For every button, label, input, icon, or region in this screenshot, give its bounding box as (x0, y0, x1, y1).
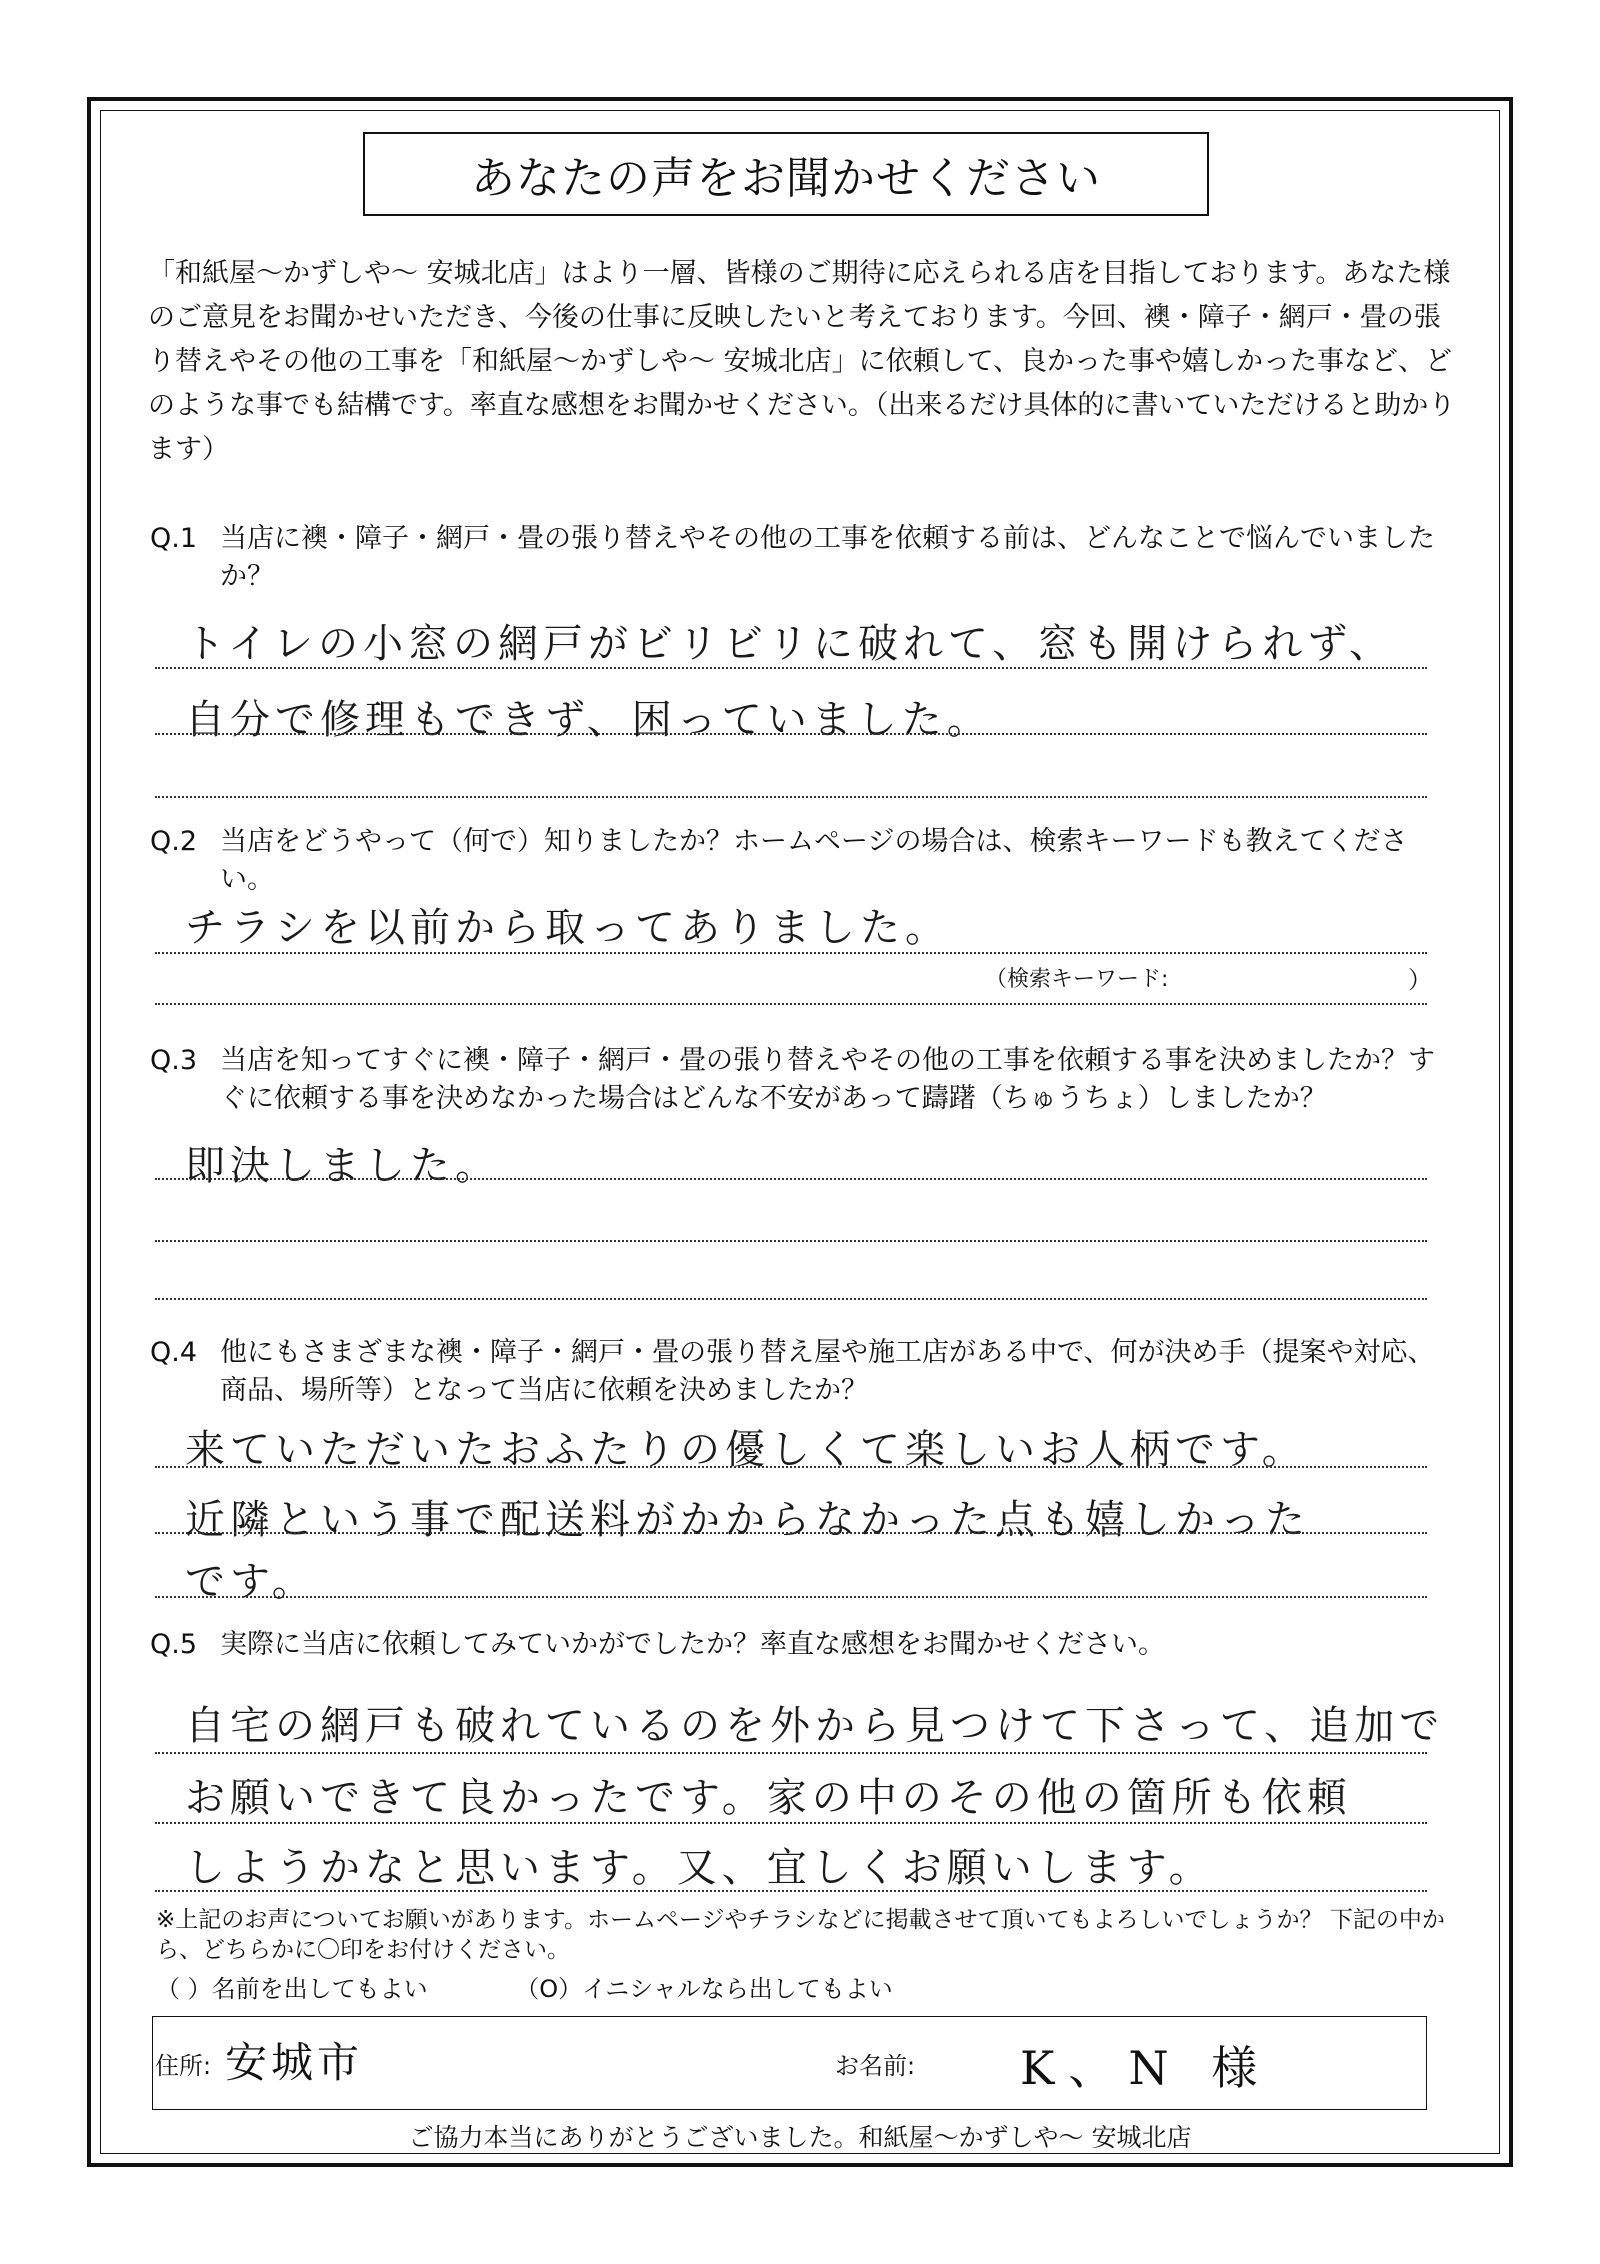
answer-line: です。 (185, 1559, 317, 1605)
dotted-line (155, 1466, 1427, 1468)
permission-note: ※上記のお声についてお願いがあります。ホームページやチラシなどに掲載させて頂いてもよろしいでしょうか？ 下記の中から、どちらかに〇印をお付けください。 (156, 1907, 1445, 1963)
intro-text: 「和紙屋〜かずしや〜 安城北店」はより一層、皆様のご期待に応えられる店を目指しております。あなた様のご意見をお聞かせいただき、今後の仕事に反映したいと考えております。今回、襖・障子・網戸・畳の張り替えやその他の工事を「和紙屋〜かずしや〜 安城北店」に依頼して、良かった事や嬉しかった事など、どのような事でも結構です。率直な感想をお聞かせください。（出来るだけ具体的に書いていただけると助かります） (148, 258, 1456, 465)
dotted-line (155, 1822, 1427, 1824)
dotted-line (155, 1298, 1427, 1300)
question-5 (150, 1626, 1446, 1664)
name-value: K、N 様 (1020, 2041, 1272, 2095)
question-text: 他にもさまざまな襖・障子・網戸・畳の張り替え屋や施工店がある中で、何が決め手（提案や対応、商品、場所等）となって当店に依頼を決めましたか？ (220, 1337, 1435, 1406)
address-value: 安城市 (225, 2038, 364, 2087)
question-number: Q.4 (150, 1337, 198, 1368)
name-label: お名前: (835, 2052, 916, 2080)
answer-line: 来ていただいたおふたりの優しくて楽しいお人柄です。 (185, 1427, 1307, 1473)
permission-options (156, 1969, 973, 2004)
question-text: 実際に当店に依頼してみていかがでしたか？率直な感想をお聞かせください。 (220, 1629, 1165, 1660)
question-1 (150, 520, 1446, 596)
dotted-line (155, 1596, 1427, 1598)
dotted-line (155, 952, 1427, 954)
answer-line: チラシを以前から取ってありました。 (185, 905, 950, 951)
question-text: 当店を知ってすぐに襖・障子・網戸・畳の張り替えやその他の工事を依頼する事を決めましたか？すぐに依頼する事を決めなかった場合はどんな不安があって躊躇（ちゅうちょ）しましたか？ (220, 1045, 1435, 1114)
answer-line: 即決しました。 (185, 1143, 500, 1189)
question-4 (150, 1334, 1446, 1410)
dotted-line (155, 1532, 1427, 1534)
dotted-line (155, 1178, 1427, 1180)
question-number: Q.5 (150, 1629, 198, 1660)
answer-line: 自分で修理もできず、困っていました。 (185, 697, 992, 743)
question-number: Q.3 (150, 1045, 198, 1076)
option-initials-ok[interactable]: （O）イニシャルなら出してもよい (515, 1975, 893, 2003)
question-text: 当店をどうやって（何で）知りましたか？ホームページの場合は、検索キーワードも教えてください。 (220, 826, 1408, 895)
question-number: Q.2 (150, 826, 198, 857)
dotted-line (155, 1890, 1427, 1892)
keyword-close: ） (1408, 966, 1432, 994)
answer-line: 自宅の網戸も破れているのを外から見つけて下さって、追加で (185, 1703, 1445, 1749)
answer-line: しようかなと思います。又、宜しくお願いします。 (185, 1845, 1214, 1891)
answer-line: お願いできて良かったです。家の中のその他の箇所も依頼 (185, 1775, 1352, 1821)
dotted-line (155, 1752, 1427, 1754)
footer-thanks: ご協力本当にありがとうございました。和紙屋〜かずしや〜 安城北店 (408, 2123, 1192, 2152)
answer-line: 近隣という事で配送料がかからなかった点も嬉しかった (185, 1497, 1310, 1543)
question-3 (150, 1042, 1446, 1118)
dotted-line (155, 667, 1427, 669)
dotted-line (155, 733, 1427, 735)
page-title: あなたの声をお聞かせください (363, 132, 1209, 216)
dotted-line (155, 1240, 1427, 1242)
question-text: 当店に襖・障子・網戸・畳の張り替えやその他の工事を依頼する前は、どんなことで悩んでいましたか？ (220, 523, 1435, 592)
dotted-line (155, 1003, 1427, 1005)
address-label: 住所: (155, 2052, 212, 2080)
question-2 (150, 823, 1446, 899)
dotted-line (155, 796, 1427, 798)
keyword-label: （検索キーワード: (985, 967, 1169, 992)
answer-line: トイレの小窓の網戸がビリビリに破れて、窓も開けられず、 (185, 621, 1394, 667)
option-name-ok[interactable]: （ ）名前を出してもよい (156, 1975, 428, 2003)
question-number: Q.1 (150, 523, 198, 554)
